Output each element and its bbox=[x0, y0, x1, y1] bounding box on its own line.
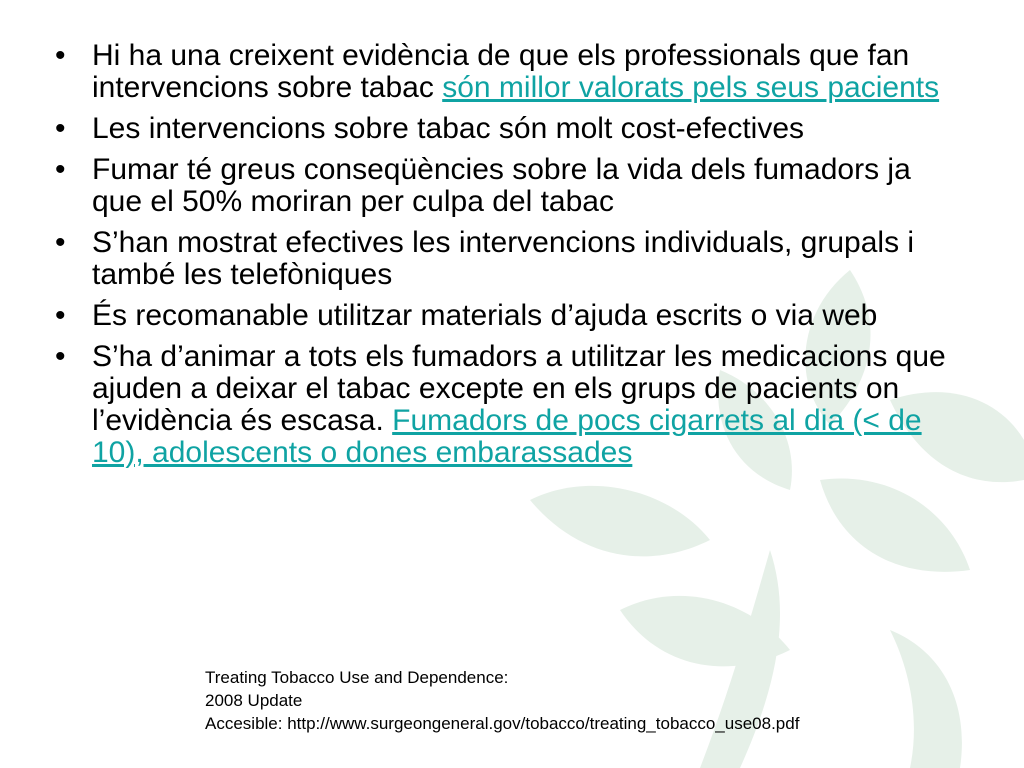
link-valorats[interactable]: són millor valorats pels seus pacients bbox=[442, 71, 940, 104]
bullet-item-1 bbox=[55, 40, 960, 104]
bullet-text: Fumar té greus conseqüències sobre la vida dels fumadors ja que el 50% moriran per culpa del tabac bbox=[92, 153, 911, 218]
bullet-text: S’han mostrat efectives les intervencions individuals, grupals i també les telefòniques bbox=[92, 226, 915, 291]
reference-citation bbox=[205, 666, 799, 735]
bullet-list bbox=[55, 40, 960, 469]
bullet-text: És recomanable utilitzar materials d’ajuda escrits o via web bbox=[92, 299, 878, 332]
reference-url: Accesible: http://www.surgeongeneral.gov/tobacco/treating_tobacco_use08.pdf bbox=[205, 714, 800, 733]
bullet-item-2 bbox=[55, 113, 960, 145]
bullet-glyph: • bbox=[55, 299, 66, 332]
bullet-text: Les intervencions sobre tabac són molt cost-efectives bbox=[92, 112, 805, 145]
bullet-glyph: • bbox=[55, 340, 66, 373]
reference-edition: 2008 Update bbox=[205, 691, 303, 710]
bullet-item-4 bbox=[55, 227, 960, 291]
bullet-text: Hi ha una creixent evidència de que els professionals que fan intervencions sobre tabac bbox=[92, 39, 910, 104]
bullet-glyph: • bbox=[55, 226, 66, 259]
bullet-text: S’ha d’animar a tots els fumadors a utilitzar les medicacions que ajuden a deixar el tabac excepte en els grups de pacients on l’evidència és escasa. bbox=[92, 340, 946, 437]
reference-title: Treating Tobacco Use and Dependence: bbox=[205, 668, 509, 687]
bullet-glyph: • bbox=[55, 153, 66, 186]
bullet-item-3 bbox=[55, 154, 960, 218]
bullet-item-5 bbox=[55, 300, 960, 332]
bullet-glyph: • bbox=[55, 112, 66, 145]
bullet-item-6 bbox=[55, 341, 960, 469]
bullet-glyph: • bbox=[55, 39, 66, 72]
bullet-list-body bbox=[55, 40, 960, 478]
link-fumadors[interactable]: Fumadors de pocs cigarrets al dia (< de 10), adolescents o dones embarassades bbox=[92, 404, 922, 469]
